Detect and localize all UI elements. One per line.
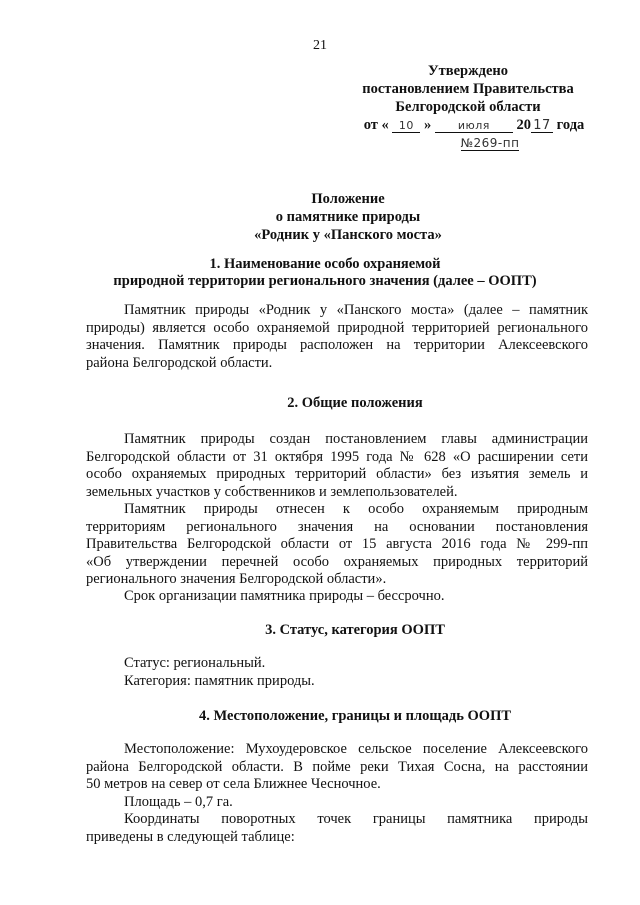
section1-paragraph xyxy=(86,302,588,372)
approval-number xyxy=(420,134,560,152)
section2-paragraph-3: Срок организации памятника природы – бессрочно. xyxy=(124,588,445,604)
section4-paragraph-1 xyxy=(86,741,588,794)
date-day: 10 xyxy=(392,119,420,133)
date-month: июля xyxy=(435,119,513,133)
status-line: Статус: региональный. xyxy=(124,655,266,671)
text-line: Памятник природы отнесен к особо охраняемым природным xyxy=(124,501,588,517)
text-line: Правительства Белгородской области от 15 августа 2016 года № 299-пп xyxy=(86,536,588,552)
text-line: Координаты поворотных точек границы памятника природы xyxy=(124,811,588,827)
text-line: Белгородской области от 31 октября 1995 года № 628 «О расширении сети xyxy=(86,448,588,465)
date-suffix: года xyxy=(556,117,585,133)
document-number: №269-пп xyxy=(460,136,520,150)
approval-line-2: постановлением Правительства xyxy=(362,81,574,97)
date-year-prefix: 20 xyxy=(516,117,532,133)
section1-heading-line-1: 1. Наименование особо охраняемой xyxy=(209,256,441,272)
text-line: «Об утверждении перечней особо охраняемых природных территорий xyxy=(86,553,588,570)
text-line: регионального значения Белгородской области». xyxy=(86,571,387,587)
title-line-1: Положение xyxy=(311,191,385,207)
date-mid: » xyxy=(424,117,432,133)
approval-line-1: Утверждено xyxy=(428,63,508,79)
date-prefix: от « xyxy=(363,117,389,133)
text-line: 50 метров на север от села Ближнее Чесночное. xyxy=(86,776,381,792)
section3-heading: 3. Статус, категория ООПТ xyxy=(265,622,445,638)
approval-line-3: Белгородской области xyxy=(395,99,541,115)
text-line: природы) является особо охраняемой природной территорией регионального xyxy=(86,319,588,336)
text-line: территориям регионального значения на основании постановления xyxy=(86,518,588,535)
section1-heading-line-2: природной территории регионального значения (далее – ООПТ) xyxy=(113,273,537,289)
area-line: Площадь – 0,7 га. xyxy=(124,794,233,810)
section2-heading: 2. Общие положения xyxy=(287,395,423,411)
date-year-suffix: 17 xyxy=(531,119,553,133)
section4-heading: 4. Местоположение, границы и площадь ООПТ xyxy=(198,708,512,724)
text-line: района Белгородской области. В пойме реки Тихая Сосна, на расстоянии xyxy=(86,758,588,775)
approval-date xyxy=(358,116,590,134)
section4-paragraph-2 xyxy=(86,811,588,846)
section2-paragraph-1 xyxy=(86,431,588,501)
text-line: района Белгородской области. xyxy=(86,354,273,371)
text-line: приведены в следующей таблице: xyxy=(86,828,295,845)
page-number: 21 xyxy=(313,38,327,53)
text-line: особо охраняемых природных территорий области» без изъятия земель и xyxy=(86,466,588,482)
category-line: Категория: памятник природы. xyxy=(124,673,315,689)
text-line: значения. Памятник природы расположен на территории Алексеевского xyxy=(86,337,588,353)
text-line: земельных участков у собственников и землепользователей. xyxy=(86,483,458,500)
text-line: Памятник природы «Родник у «Панского моста» (далее – памятник xyxy=(124,302,588,318)
text-line: Памятник природы создан постановлением главы администрации xyxy=(124,431,588,447)
title-line-2: о памятнике природы xyxy=(275,209,421,225)
title-line-3: «Родник у «Панского моста» xyxy=(254,227,442,243)
section2-paragraph-2 xyxy=(86,501,588,589)
text-line: Местоположение: Мухоудеровское сельское поселение Алексеевского xyxy=(124,741,588,757)
